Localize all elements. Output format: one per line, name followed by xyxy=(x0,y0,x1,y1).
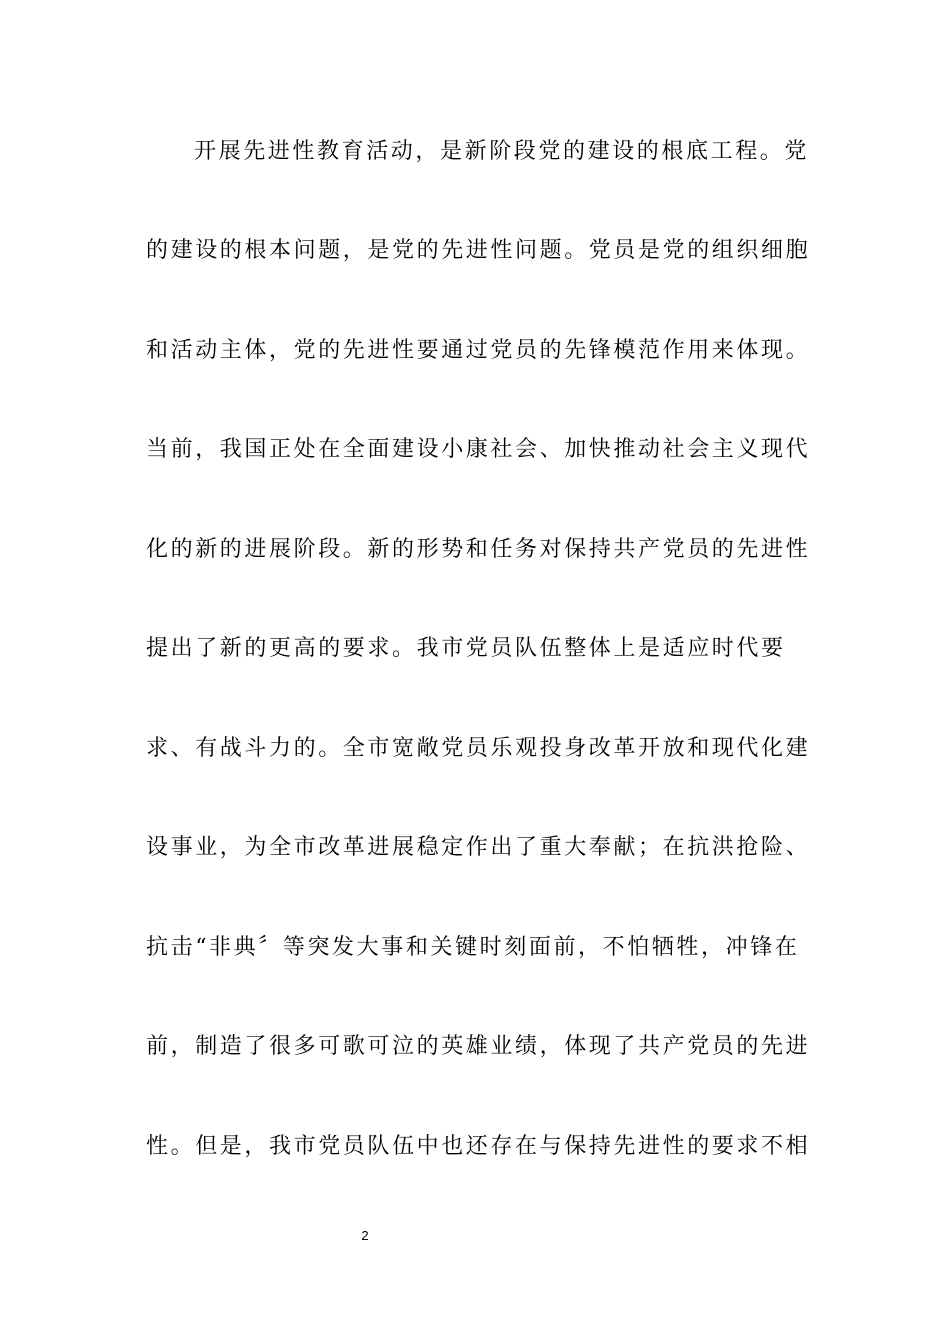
paragraph-line: 开展先进性教育活动，是新阶段党的建设的根底工程。党 xyxy=(194,139,810,164)
paragraph-line: 性。但是，我市党员队伍中也还存在与保持先进性的要求不相 xyxy=(146,1134,811,1159)
paragraph-line: 化的新的进展阶段。新的形势和任务对保持共产党员的先进性 xyxy=(146,537,811,562)
paragraph-line: 当前，我国正处在全面建设小康社会、加快推动社会主义现代 xyxy=(146,437,811,462)
paragraph-line: 和活动主体，党的先进性要通过党员的先锋模范作用来体现。 xyxy=(146,338,811,363)
paragraph-line: 提出了新的更高的要求。我市党员队伍整体上是适应时代要 xyxy=(146,636,786,661)
paragraph-line: 设事业，为全市改革进展稳定作出了重大奉献；在抗洪抢险、 xyxy=(146,835,811,860)
paragraph-line: 抗击“非典〞等突发大事和关键时刻面前，不怕牺牲，冲锋在 xyxy=(146,935,800,960)
paragraph-line: 求、有战斗力的。全市宽敞党员乐观投身改革开放和现代化建 xyxy=(146,736,811,761)
page-number: 2 xyxy=(361,1228,369,1243)
paragraph-line: 的建设的根本问题，是党的先进性问题。党员是党的组织细胞 xyxy=(146,238,811,263)
paragraph-line: 前，制造了很多可歌可泣的英雄业绩，体现了共产党员的先进 xyxy=(146,1034,811,1059)
